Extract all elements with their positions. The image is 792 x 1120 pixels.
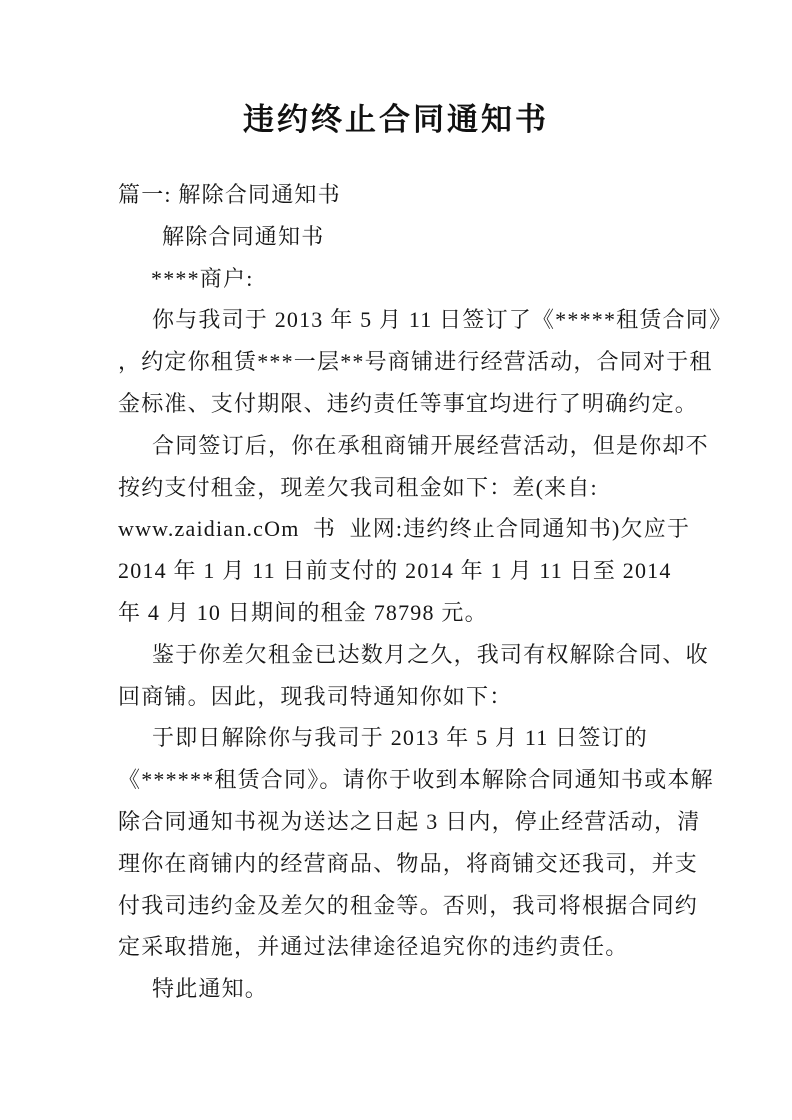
- document-line: 理你在商铺内的经营商品、物品，将商铺交还我司，并支: [118, 850, 699, 876]
- document-line: 《******租赁合同》。请你于收到本解除合同通知书或本解: [118, 767, 714, 793]
- document-line: ****商户:: [151, 265, 254, 291]
- document-line: 解除合同通知书: [162, 223, 325, 249]
- document-line: 你与我司于 2013 年 5 月 11 日签订了《*****租赁合同》: [152, 307, 733, 333]
- document-line: 除合同通知书视为送达之日起 3 日内，停止经营活动，清: [118, 808, 701, 834]
- document-body: [118, 174, 733, 1010]
- document-title: 违约终止合同通知书: [243, 102, 549, 137]
- document-line: www.zaidian.cOm 书 业网:违约终止合同通知书)欠应于: [118, 516, 691, 542]
- document-line: 回商铺。因此，现我司特通知你如下：: [118, 683, 513, 709]
- document-line: 2014 年 1 月 11 日前支付的 2014 年 1 月 11 日至 2014: [118, 558, 672, 584]
- document-line: 鉴于你差欠租金已达数月之久，我司有权解除合同、收: [152, 641, 709, 667]
- document-line: 篇一: 解除合同通知书: [118, 182, 341, 207]
- document-line: 金标准、支付期限、违约责任等事宜均进行了明确约定。: [118, 390, 699, 416]
- document-line: 于即日解除你与我司于 2013 年 5 月 11 日签订的: [152, 725, 648, 751]
- document-line: 合同签订后，你在承租商铺开展经营活动，但是你却不: [152, 432, 709, 458]
- document-line: 按约支付租金，现差欠我司租金如下：差(来自:: [118, 474, 598, 500]
- document-line: 年 4 月 10 日期间的租金 78798 元。: [118, 599, 488, 625]
- document-line: ，约定你租赁***一层**号商铺进行经营活动，合同对于租: [118, 349, 713, 375]
- document-line: 付我司违约金及差欠的租金等。否则，我司将根据合同约: [118, 892, 699, 918]
- document-line: 定采取措施，并通过法律途径追究你的违约责任。: [118, 934, 629, 960]
- document-line: 特此通知。: [152, 976, 269, 1002]
